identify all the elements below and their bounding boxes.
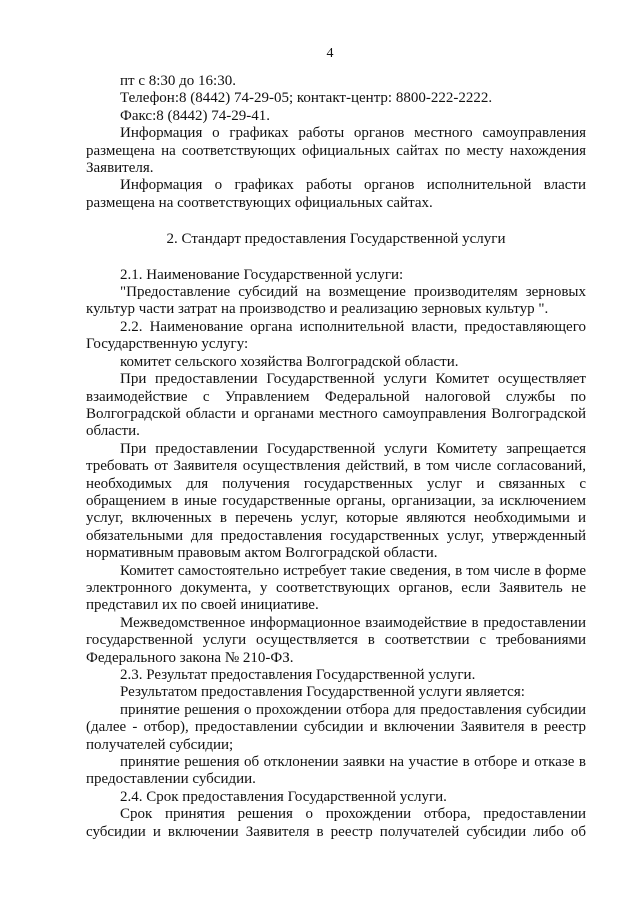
paragraph: При предоставлении Государственной услуги Комитету запрещается требовать от Заявителя осуществления действий, в том числе согласований, необходимых для получения государственных услуг и связанных с обращением в иные государственные органы, организации, за исключением услуг, включенных в перечень услуг, которые являются необходимыми и обязательными для предоставления государственных услуг, утвержденный нормативным правовым актом Волгоградской области. bbox=[86, 440, 586, 562]
paragraph: 2.1. Наименование Государственной услуги: bbox=[120, 266, 404, 283]
paragraph: 2.3. Результат предоставления Государственной услуги. bbox=[120, 667, 476, 683]
paragraph: 2.4. Срок предоставления Государственной услуги. bbox=[120, 788, 447, 805]
paragraph: принятие решения об отклонении заявки на участие в отборе и отказе в предоставлении субсидии. bbox=[86, 754, 586, 788]
paragraph: 2.2. Наименование органа исполнительной власти, предоставляющего Государственную услугу: bbox=[86, 318, 586, 353]
paragraph: комитет сельского хозяйства Волгоградской области. bbox=[120, 353, 459, 370]
document-body bbox=[86, 73, 586, 841]
paragraph: Срок принятия решения о прохождении отбора, предоставлении субсидии и включении Заявителя в реестр получателей субсидии либо об bbox=[86, 806, 586, 840]
paragraph: Телефон:8 (8442) 74-29-05; контакт-центр: 8800-222-2222. bbox=[120, 90, 493, 107]
paragraph: Информация о графиках работы органов местного самоуправления размещена на соответствующих официальных сайтах по месту нахождения Заявителя. bbox=[86, 125, 586, 177]
paragraph: принятие решения о прохождении отбора для предоставления субсидии (далее - отбор), предоставлении субсидии и включении Заявителя в реестр получателей субсидии; bbox=[86, 701, 586, 753]
paragraph: Факс:8 (8442) 74-29-41. bbox=[120, 107, 270, 124]
paragraph: Комитет самостоятельно истребует такие сведения, в том числе в форме электронного документа, у соответствующих органов, если Заявитель не представил их по своей инициативе. bbox=[86, 562, 586, 614]
paragraph: Межведомственное информационное взаимодействие в предоставлении государственной услуги осуществляется в соответствии с требованиями Федерального закона № 210-ФЗ. bbox=[86, 614, 586, 666]
paragraph: При предоставлении Государственной услуги Комитет осуществляет взаимодействие с Управлением Федеральной налоговой службы по Волгоградской области и органами местного самоуправления Волгоградской области. bbox=[86, 371, 586, 440]
section-heading: 2. Стандарт предоставления Государственной услуги bbox=[166, 231, 506, 248]
paragraph: пт с 8:30 до 16:30. bbox=[120, 73, 236, 89]
paragraph: Результатом предоставления Государственной услуги является: bbox=[120, 684, 525, 701]
paragraph: Информация о графиках работы органов исполнительной власти размещена на соответствующих официальных сайтах. bbox=[86, 177, 586, 211]
paragraph: "Предоставление субсидий на возмещение производителям зерновых культур части затрат на производство и реализацию зерновых культур ". bbox=[86, 284, 586, 318]
page-number: 4 bbox=[326, 46, 334, 61]
